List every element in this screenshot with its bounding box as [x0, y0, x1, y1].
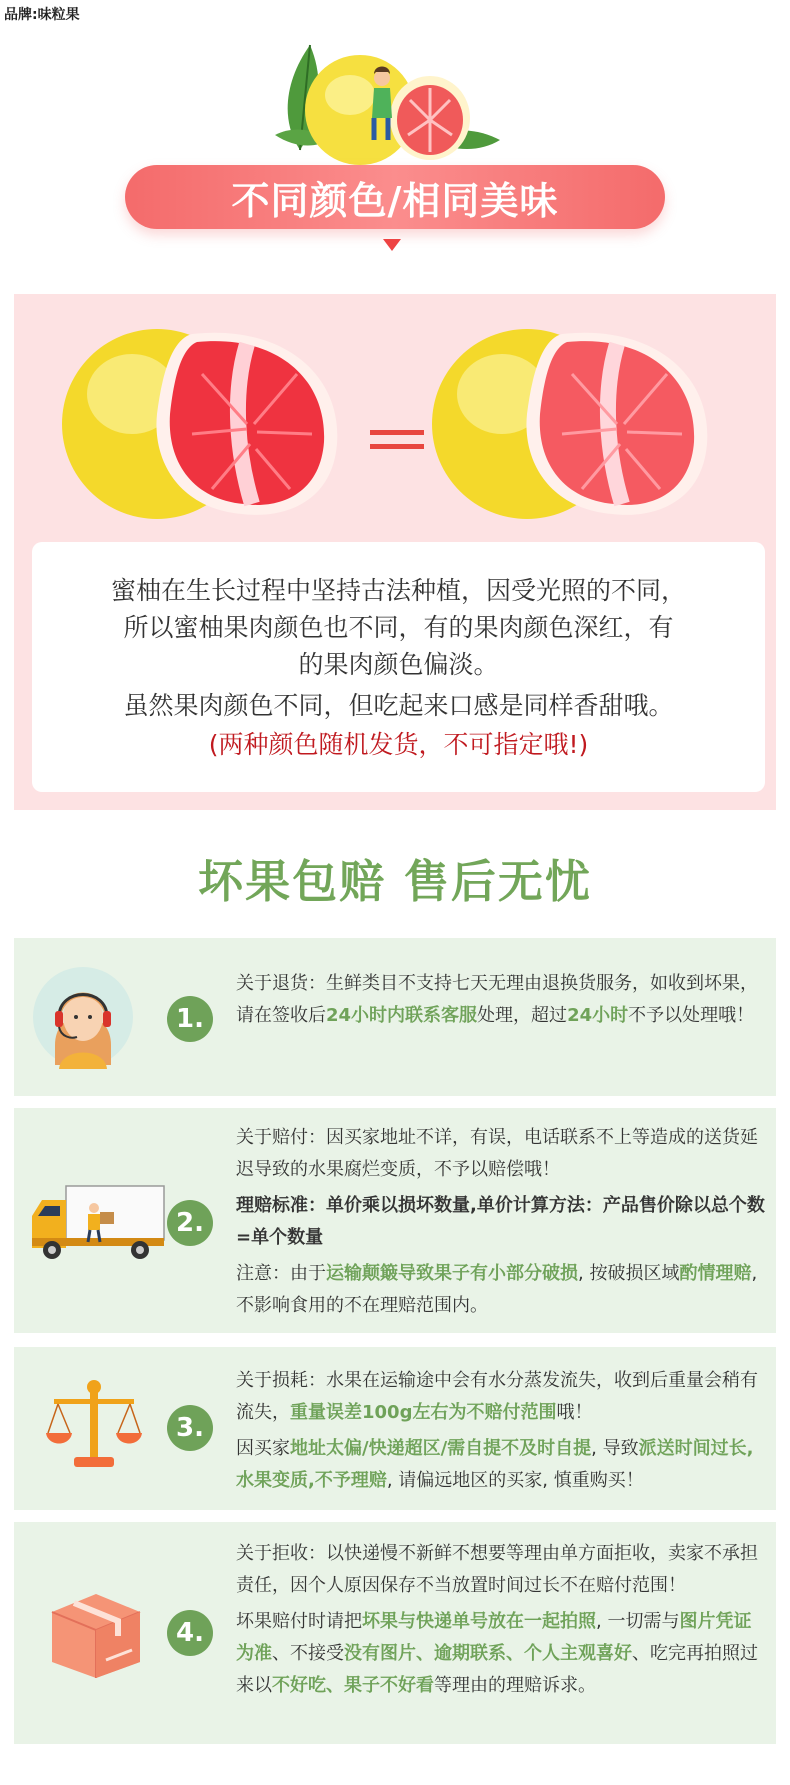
policy-card-loss: [14, 1347, 776, 1510]
brand-label: 品牌:味粒果: [4, 7, 80, 23]
policy-text-segment: 注意：由于: [236, 1263, 326, 1284]
policy-paragraph: [236, 1258, 768, 1322]
banner-title: 不同颜色/相同美味: [231, 178, 559, 223]
step-number: 1.: [167, 996, 213, 1042]
policy-paragraph: [236, 1433, 768, 1497]
policy-text-segment: 、吃完再拍照过来以: [236, 1643, 758, 1696]
description-line: 虽然果肉颜色不同，但吃起来口感是同样香甜哦。: [123, 691, 674, 720]
policy-text-segment: 关于损耗：水果在运输途中会有水分蒸发流失，收到后重量会稍有流失，: [236, 1370, 758, 1423]
policy-text-segment: 理赔标准：单价乘以损坏数量,单价计算方法：产品售价除以总个数=单个数量: [236, 1195, 765, 1248]
highlight-text: 酌情理赔: [679, 1263, 752, 1284]
policy-text-segment: , 请偏远地区的买家, 慎重购买！: [386, 1470, 644, 1491]
step-number: 3.: [167, 1405, 213, 1451]
policy-text-segment: , 不影响食用的不在理赔范围内。: [236, 1263, 758, 1316]
policy-paragraph: [236, 968, 768, 1032]
delivery-truck-icon: [28, 1176, 168, 1268]
policy-paragraph: [236, 1606, 768, 1702]
step-number: 4.: [167, 1610, 213, 1656]
policy-text-segment: 关于拒收：以快递慢不新鲜不想要等理由单方面拒收，卖家不承担责任，因个人原因保存不当放置时间过长不在赔付范围！: [236, 1543, 758, 1596]
policy-text-segment: , 按破损区域: [578, 1263, 680, 1284]
policy-card-compensation: [14, 1108, 776, 1333]
policy-paragraph: [236, 1190, 768, 1254]
policy-text-segment: , 一切需与: [596, 1611, 680, 1632]
policy-text-segment: 不予以处理哦！: [628, 1005, 755, 1026]
highlight-text: 24小时: [567, 1005, 629, 1026]
highlight-text: 运输颠簸导致果子有小部分破损: [326, 1263, 578, 1284]
policy-text-segment: 关于退货：生鲜类目不支持七天无理由退换货服务，如收到坏果，请在签收后: [236, 973, 758, 1026]
pomelo-illustration: [270, 40, 510, 165]
highlight-text: 24小时内联系客服: [326, 1005, 478, 1026]
policy-text-segment: 关于赔付：因买家地址不详，有误，电话联系不上等造成的送货延迟导致的水果腐烂变质，不予以赔偿哦！: [236, 1127, 758, 1180]
step-number: 2.: [167, 1200, 213, 1246]
policy-text-segment: 、不接受: [272, 1643, 344, 1664]
color-banner: [125, 165, 665, 229]
highlight-text: 没有图片、逾期联系、个人主观喜好: [344, 1643, 632, 1664]
policy-text: [236, 1122, 768, 1322]
guarantee-title: 坏果包赔 售后无忧: [198, 855, 592, 908]
policy-paragraph: [236, 1365, 768, 1429]
highlight-text: 不好吃、果子不好看: [272, 1675, 434, 1696]
policy-text: [236, 1365, 768, 1497]
policy-paragraph: [236, 1538, 768, 1602]
description-line: 的果肉颜色偏淡。: [298, 650, 499, 679]
policy-text-segment: , 导致: [591, 1438, 639, 1459]
highlight-text: 重量误差100g左右为不赔付范围: [290, 1402, 557, 1423]
balance-scale-icon: [44, 1375, 144, 1475]
down-arrow-icon: [383, 239, 401, 251]
description-line: 蜜柚在生长过程中坚持古法种植，因受光照的不同，: [110, 576, 686, 605]
policy-card-rejection: [14, 1522, 776, 1744]
policy-paragraph: [236, 1122, 768, 1186]
pomelo-left-image: [62, 314, 362, 524]
highlight-text: 坏果与快递单号放在一起拍照: [362, 1611, 596, 1632]
policy-text: [236, 968, 768, 1032]
policy-text-segment: 等理由的理赔诉求。: [434, 1675, 596, 1696]
highlight-text: 派送时间过长,水果变质,不予理赔: [236, 1438, 754, 1491]
policy-card-return: [14, 938, 776, 1096]
equal-sign-icon: [370, 430, 424, 458]
policy-text: [236, 1538, 768, 1702]
package-box-icon: [44, 1584, 148, 1680]
policy-text-segment: 坏果赔付时请把: [236, 1611, 362, 1632]
policy-text-segment: 哦！: [556, 1402, 593, 1423]
policy-text-segment: 因买家: [236, 1438, 290, 1459]
customer-service-icon: [31, 965, 135, 1069]
policy-text-segment: 处理，超过: [477, 1005, 568, 1026]
color-description-box: [32, 542, 765, 792]
pomelo-right-image: [432, 314, 732, 524]
description-line: 所以蜜柚果肉颜色也不同，有的果肉颜色深红，有: [123, 613, 674, 642]
random-shipping-note: (两种颜色随机发货，不可指定哦!): [208, 730, 589, 759]
highlight-text: 地址太偏/快递超区/需自提不及时自提: [290, 1438, 592, 1459]
highlight-text: 图片凭证为准: [236, 1611, 752, 1664]
